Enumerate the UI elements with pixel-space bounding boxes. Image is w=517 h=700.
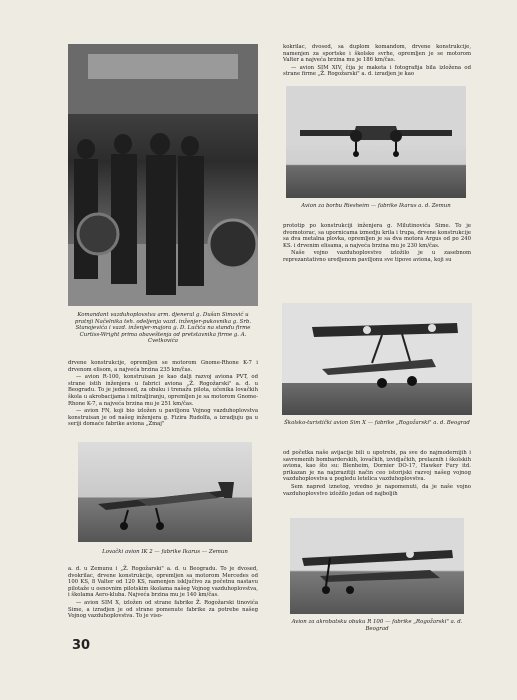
left-paragraph-1: drvene konstrukcije, opremljen se motorom Gnome-Rhone K-7 i drvenom elisom, a najveća brzina 235 km/čas. (68, 360, 258, 373)
photo-fighter-ik2 (78, 442, 252, 542)
photo-simx-illustration (282, 303, 472, 415)
page-number: 30 (72, 638, 91, 653)
right-text-block-3 (283, 450, 471, 498)
photo-r100-aerobatic (290, 518, 464, 614)
photo-riesheim-illustration (286, 86, 466, 198)
photo-sim-x (282, 303, 472, 415)
left-text-block-1 (68, 360, 258, 429)
right-paragraph-6: Sem napred iznetog, vredno je napomenuti, da je naše vojno vazduhoplovstvo izložilo jedan od najboljih (283, 483, 471, 497)
right-paragraph-5: od početka naše avijacije bili u upotrebi, pa sve do najmodernijih i savremenih bombarderskih, lovačkih, izvidjačkih, prelaznih i školskih aviona, kao što su: Blenheim, Dornier DO-17, Hawker Fury itd. prikazan je na najzrazitiji način ceo istorijski razvoj našeg vojnog vazduhoplovstva u pogledu letelica vazduhoplovstva. (283, 450, 471, 483)
right-paragraph-4: Naše vojno vazduhoplovstvo izložilo je u zasebnom reprezantativno uredjenom paviljonu sve tipove aviona, koji su (283, 250, 471, 263)
photo-ik2-illustration (78, 442, 252, 542)
right-paragraph-2: — avion SIM XIV, čija je maketa i fotografija bila izložena od strane firme „Ž. Rogožarski" a. d. izradjen je kao (283, 64, 471, 78)
left-paragraph-5: — avion SIM X, izložen od strane fabrike Ž. Rogožarski tinovića Sime, a izradjen je od strane pomenute fabrike za potrebe našeg Vojnog vazduhoplovstva. To je viso- (68, 599, 258, 620)
photo-riesheim-bomber (286, 86, 466, 198)
right-paragraph-1: kokrilac, dvosed, sa duplom komandom, drvene konstrukcije, namenjen za sportske i školske svrhe, opremljen je se motorom Valter a najveća brzina mu je 186 km/čas. (283, 44, 471, 64)
photo-officials-at-stand (68, 44, 258, 306)
photo-officials-illustration (68, 44, 258, 306)
photo4-caption: Školsko-turistički avion Sim X — fabrike „Rogožarski" a. d. Beograd (284, 420, 470, 426)
photo1-caption: Komandant vazduhoplovstva arm. djeneral g. Dušan Simović u pratnji Načelnika teh. odeljenja vazd. inženjer-pukovnika g. Srb. Stanojevića i vazd. inženjer-majora g. D. Lučića na standu firme Curtiss-Wright prima obaveštenja od pretstavnika firme g. A. Cvetkovića (74, 312, 252, 345)
photo-r100-illustration (290, 518, 464, 614)
left-paragraph-2: — avion R-100, konstruisan je kao dalji razvoj aviona PVT, od strane istih inženjera u fabrici aviona „Ž. Rogožarski" a. d. u Beogradu. To je jednosed, za obuku i trenažu pilota, učenika lovačkih škola u akrobacijama i mitraljiranju, opremljen je sa motorom Gnome-Rhone K-7, a najveća brzina mu je 251 km/čas. (68, 374, 258, 407)
photo5-caption: Avion za akrobatsku obuku R 100 — fabrike „Rogožarski" a. d. Beograd (291, 619, 463, 632)
photo3-caption: Lovački avion IK 2 — fabrike Ikarus — Zemun (102, 549, 228, 555)
right-paragraph-3: prototip po konstrukciji inženjera g. Milutinovića Sime. To je dvomotorac, sa upornicama izmedju krila i trupa, drvene konstrukcije sa dva metalna plovka, opremljen je sa dva motora Argus od po 240 KS. i drvenim elisama, a najveća brzina mu je 230 km/čas. (283, 223, 471, 249)
left-paragraph-4: a. d. u Zemunu i „Ž. Rogožarski" a. d. u Beogradu. To je dvosed, dvokrilac, drvene konstrukcije, opremljen sa motorom Mercedes od 100 KS, 8 Valter od 120 KS, namenjen isključivo za početnu nastavu pilotaže u osnovnim pilotskim školama našeg Vojnog vazduhoplovstva, i školama Aero-kluba. Najveća brzina mu je 140 km/čas. (68, 566, 258, 599)
left-text-block-2 (68, 566, 258, 621)
photo2-caption: Avion za borbu Riesheim — fabrike Ikarus a. d. Zemun (301, 203, 451, 209)
left-paragraph-3: — avion FN, koji bio izložen u paviljonu Vojnog vazduhoplovstva konstruisan je od našeg inženjera g. Fizira Rudolfa, a izradjuju ga u seriji domaće fabrike aviona „Zmaj" (68, 408, 258, 428)
right-text-block-2 (283, 223, 471, 265)
right-text-block-1 (283, 44, 471, 79)
